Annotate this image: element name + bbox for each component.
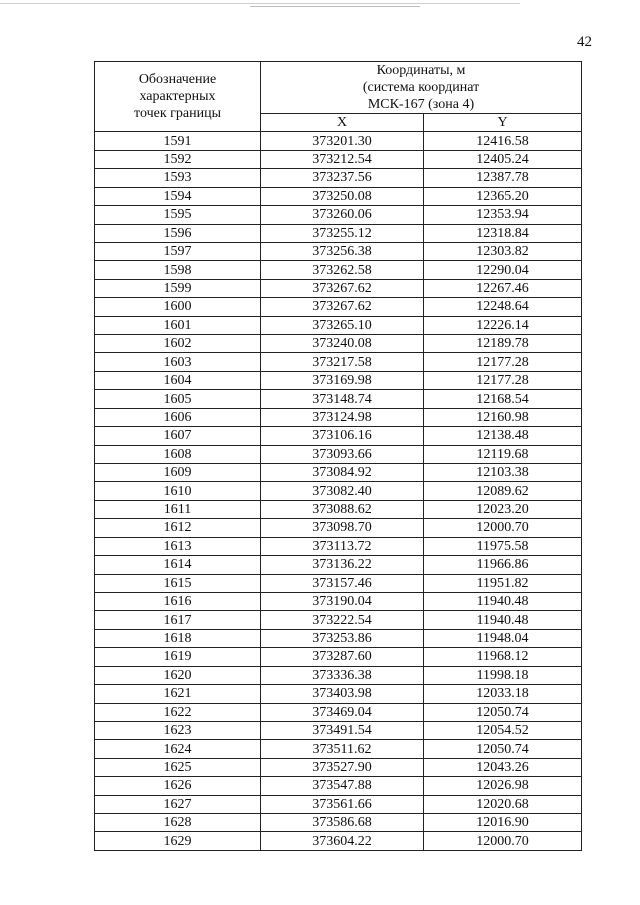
cell-point: 1593 xyxy=(95,169,261,187)
cell-point: 1602 xyxy=(95,335,261,353)
cell-y: 12248.64 xyxy=(424,298,582,316)
cell-point: 1601 xyxy=(95,316,261,334)
cell-point: 1619 xyxy=(95,648,261,666)
cell-y: 12138.48 xyxy=(424,427,582,445)
cell-point: 1627 xyxy=(95,795,261,813)
cell-x: 373260.06 xyxy=(261,206,424,224)
cell-y: 12189.78 xyxy=(424,335,582,353)
cell-y: 11998.18 xyxy=(424,666,582,684)
cell-y: 11951.82 xyxy=(424,574,582,592)
cell-point: 1608 xyxy=(95,445,261,463)
cell-point: 1597 xyxy=(95,242,261,260)
cell-x: 373469.04 xyxy=(261,703,424,721)
cell-y: 11940.48 xyxy=(424,592,582,610)
table-row xyxy=(95,316,582,334)
cell-x: 373250.08 xyxy=(261,187,424,205)
cell-y: 12160.98 xyxy=(424,408,582,426)
cell-y: 12016.90 xyxy=(424,814,582,832)
header-y: Y xyxy=(424,114,582,132)
cell-y: 12405.24 xyxy=(424,150,582,168)
table-row xyxy=(95,519,582,537)
cell-y: 12054.52 xyxy=(424,721,582,739)
cell-x: 373136.22 xyxy=(261,556,424,574)
cell-point: 1617 xyxy=(95,611,261,629)
cell-x: 373267.62 xyxy=(261,279,424,297)
coordinates-table xyxy=(94,61,582,851)
cell-point: 1612 xyxy=(95,519,261,537)
cell-x: 373201.30 xyxy=(261,132,424,150)
top-scan-rule xyxy=(0,3,520,4)
cell-x: 373222.54 xyxy=(261,611,424,629)
cell-x: 373082.40 xyxy=(261,482,424,500)
table-row xyxy=(95,482,582,500)
cell-x: 373287.60 xyxy=(261,648,424,666)
table-row xyxy=(95,740,582,758)
cell-point: 1618 xyxy=(95,629,261,647)
cell-y: 11968.12 xyxy=(424,648,582,666)
cell-y: 12023.20 xyxy=(424,500,582,518)
table-row xyxy=(95,685,582,703)
cell-x: 373511.62 xyxy=(261,740,424,758)
table-row xyxy=(95,611,582,629)
table-row xyxy=(95,408,582,426)
cell-y: 11975.58 xyxy=(424,537,582,555)
table-row xyxy=(95,574,582,592)
table-row xyxy=(95,537,582,555)
table-row xyxy=(95,427,582,445)
table-row xyxy=(95,556,582,574)
table-row xyxy=(95,335,582,353)
header-points xyxy=(95,62,261,132)
cell-point: 1614 xyxy=(95,556,261,574)
cell-point: 1616 xyxy=(95,592,261,610)
cell-x: 373098.70 xyxy=(261,519,424,537)
table-row xyxy=(95,592,582,610)
cell-x: 373267.62 xyxy=(261,298,424,316)
table-row xyxy=(95,132,582,150)
cell-y: 12119.68 xyxy=(424,445,582,463)
table-row xyxy=(95,464,582,482)
cell-y: 12303.82 xyxy=(424,242,582,260)
cell-x: 373586.68 xyxy=(261,814,424,832)
table-row xyxy=(95,169,582,187)
cell-point: 1629 xyxy=(95,832,261,850)
cell-point: 1624 xyxy=(95,740,261,758)
table-body xyxy=(95,132,582,850)
cell-point: 1628 xyxy=(95,814,261,832)
cell-y: 12026.98 xyxy=(424,777,582,795)
table-row xyxy=(95,224,582,242)
header-coordinates-label: Координаты, м (система координат МСК-167 (зона 4) xyxy=(362,63,480,112)
cell-y: 12177.28 xyxy=(424,371,582,389)
cell-y: 12168.54 xyxy=(424,390,582,408)
header-points-label: Обозначение характерных точек границы xyxy=(134,72,221,122)
cell-x: 373491.54 xyxy=(261,721,424,739)
cell-point: 1603 xyxy=(95,353,261,371)
cell-y: 12089.62 xyxy=(424,482,582,500)
table-row xyxy=(95,445,582,463)
cell-y: 12226.14 xyxy=(424,316,582,334)
cell-x: 373262.58 xyxy=(261,261,424,279)
cell-x: 373148.74 xyxy=(261,390,424,408)
cell-y: 12290.04 xyxy=(424,261,582,279)
cell-x: 373088.62 xyxy=(261,500,424,518)
cell-x: 373240.08 xyxy=(261,335,424,353)
cell-y: 12267.46 xyxy=(424,279,582,297)
cell-point: 1625 xyxy=(95,758,261,776)
cell-x: 373217.58 xyxy=(261,353,424,371)
cell-x: 373157.46 xyxy=(261,574,424,592)
header-x: X xyxy=(261,114,424,132)
cell-x: 373237.56 xyxy=(261,169,424,187)
table-row xyxy=(95,832,582,850)
cell-x: 373403.98 xyxy=(261,685,424,703)
cell-y: 12020.68 xyxy=(424,795,582,813)
table-header xyxy=(95,62,582,132)
cell-point: 1604 xyxy=(95,371,261,389)
table-row xyxy=(95,206,582,224)
cell-x: 373604.22 xyxy=(261,832,424,850)
cell-x: 373124.98 xyxy=(261,408,424,426)
cell-x: 373253.86 xyxy=(261,629,424,647)
cell-point: 1609 xyxy=(95,464,261,482)
table-row xyxy=(95,666,582,684)
cell-x: 373113.72 xyxy=(261,537,424,555)
header-coordinates xyxy=(261,62,582,114)
table-row xyxy=(95,703,582,721)
cell-point: 1605 xyxy=(95,390,261,408)
cell-y: 12103.38 xyxy=(424,464,582,482)
cell-y: 12000.70 xyxy=(424,832,582,850)
table-row xyxy=(95,814,582,832)
cell-y: 12000.70 xyxy=(424,519,582,537)
cell-y: 12177.28 xyxy=(424,353,582,371)
cell-y: 11966.86 xyxy=(424,556,582,574)
cell-point: 1592 xyxy=(95,150,261,168)
table-row xyxy=(95,721,582,739)
cell-point: 1610 xyxy=(95,482,261,500)
table-row xyxy=(95,353,582,371)
table-row xyxy=(95,279,582,297)
top-scan-rule-secondary xyxy=(250,6,420,7)
cell-x: 373106.16 xyxy=(261,427,424,445)
cell-point: 1591 xyxy=(95,132,261,150)
cell-y: 11940.48 xyxy=(424,611,582,629)
cell-point: 1607 xyxy=(95,427,261,445)
cell-x: 373084.92 xyxy=(261,464,424,482)
cell-x: 373093.66 xyxy=(261,445,424,463)
cell-y: 12033.18 xyxy=(424,685,582,703)
cell-point: 1621 xyxy=(95,685,261,703)
table-row xyxy=(95,187,582,205)
cell-y: 12387.78 xyxy=(424,169,582,187)
table-row xyxy=(95,371,582,389)
cell-x: 373336.38 xyxy=(261,666,424,684)
cell-y: 12416.58 xyxy=(424,132,582,150)
cell-x: 373169.98 xyxy=(261,371,424,389)
cell-x: 373255.12 xyxy=(261,224,424,242)
cell-point: 1626 xyxy=(95,777,261,795)
cell-point: 1620 xyxy=(95,666,261,684)
cell-point: 1599 xyxy=(95,279,261,297)
cell-point: 1615 xyxy=(95,574,261,592)
cell-x: 373256.38 xyxy=(261,242,424,260)
cell-point: 1622 xyxy=(95,703,261,721)
cell-point: 1595 xyxy=(95,206,261,224)
cell-point: 1596 xyxy=(95,224,261,242)
cell-y: 12050.74 xyxy=(424,740,582,758)
cell-point: 1613 xyxy=(95,537,261,555)
cell-x: 373190.04 xyxy=(261,592,424,610)
table-row xyxy=(95,500,582,518)
cell-x: 373527.90 xyxy=(261,758,424,776)
table-row xyxy=(95,150,582,168)
cell-y: 12318.84 xyxy=(424,224,582,242)
table-row xyxy=(95,390,582,408)
cell-point: 1594 xyxy=(95,187,261,205)
cell-y: 12050.74 xyxy=(424,703,582,721)
cell-point: 1623 xyxy=(95,721,261,739)
cell-point: 1598 xyxy=(95,261,261,279)
cell-y: 12365.20 xyxy=(424,187,582,205)
table-row xyxy=(95,648,582,666)
table-row xyxy=(95,758,582,776)
table-row xyxy=(95,242,582,260)
cell-x: 373212.54 xyxy=(261,150,424,168)
table-row xyxy=(95,261,582,279)
cell-point: 1600 xyxy=(95,298,261,316)
cell-point: 1611 xyxy=(95,500,261,518)
cell-y: 12043.26 xyxy=(424,758,582,776)
cell-y: 11948.04 xyxy=(424,629,582,647)
table-row xyxy=(95,298,582,316)
cell-x: 373561.66 xyxy=(261,795,424,813)
table-row xyxy=(95,777,582,795)
table-row xyxy=(95,629,582,647)
cell-x: 373547.88 xyxy=(261,777,424,795)
cell-x: 373265.10 xyxy=(261,316,424,334)
cell-point: 1606 xyxy=(95,408,261,426)
page-number: 42 xyxy=(577,34,592,50)
cell-y: 12353.94 xyxy=(424,206,582,224)
table-row xyxy=(95,795,582,813)
